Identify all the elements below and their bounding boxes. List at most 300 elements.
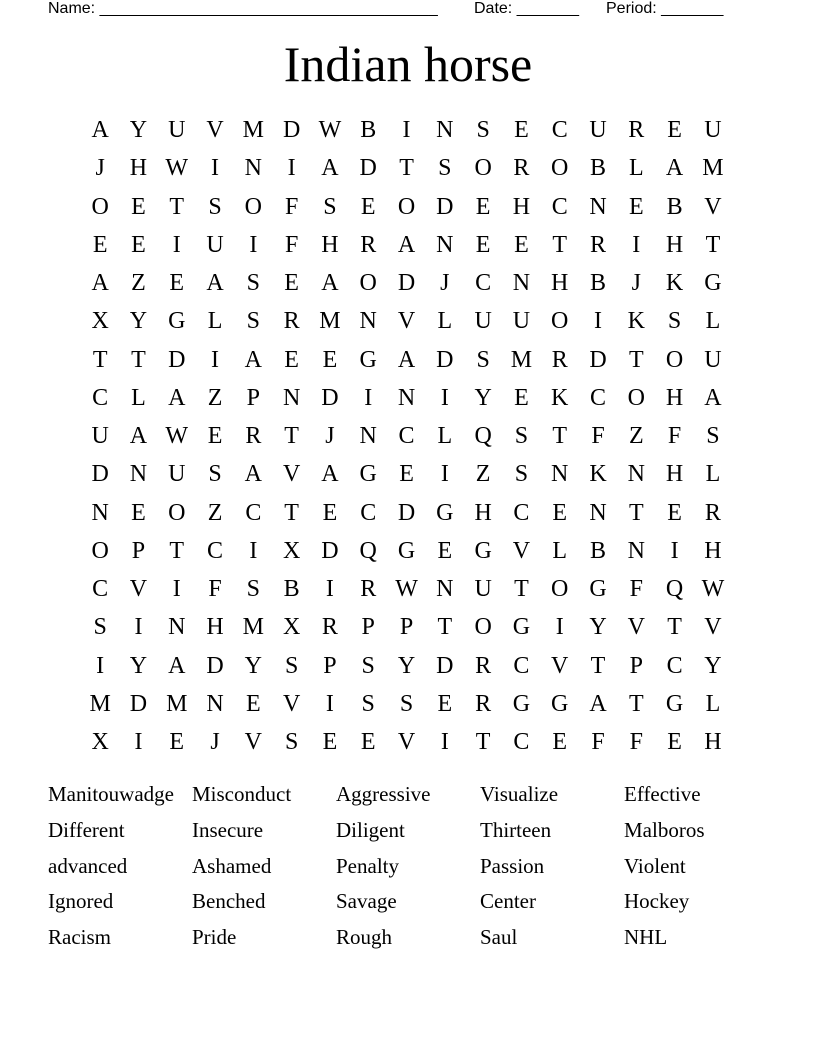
grid-letter[interactable]: R [551, 346, 568, 373]
grid-letter[interactable]: G [168, 308, 186, 335]
grid-letter[interactable]: L [437, 308, 453, 335]
grid-letter[interactable]: I [440, 384, 449, 411]
grid-letter[interactable]: S [246, 270, 261, 297]
grid-letter[interactable]: L [437, 423, 453, 450]
grid-letter[interactable]: O [359, 270, 377, 297]
grid-letter[interactable]: J [210, 729, 220, 756]
grid-letter[interactable]: E [552, 729, 568, 756]
word-bank-item: Insecure [192, 817, 264, 842]
word-bank-item: Manitouwadge [48, 782, 174, 806]
grid-letter[interactable]: S [514, 423, 529, 450]
grid-letter[interactable]: E [207, 423, 223, 450]
grid-letter[interactable]: R [513, 155, 530, 182]
grid-letter[interactable]: C [551, 193, 568, 220]
grid-letter[interactable]: N [244, 155, 262, 182]
grid-letter[interactable]: D [168, 346, 186, 373]
grid-letter[interactable]: C [475, 270, 492, 297]
grid-letter[interactable]: U [474, 576, 492, 603]
grid-letter[interactable]: Z [475, 461, 491, 488]
grid-letter[interactable]: N [129, 461, 148, 488]
grid-letter[interactable]: I [555, 614, 564, 641]
grid-letter[interactable]: S [706, 423, 720, 450]
grid-letter[interactable]: O [551, 155, 569, 182]
grid-letter[interactable]: O [551, 576, 569, 603]
grid-letter[interactable]: R [475, 690, 492, 717]
grid-letter[interactable]: E [169, 729, 185, 756]
grid-letter[interactable]: V [129, 576, 148, 603]
grid-letter[interactable]: X [282, 614, 301, 641]
grid-letter[interactable]: V [551, 652, 569, 679]
grid-letter[interactable]: H [321, 231, 339, 258]
grid-letter[interactable]: H [474, 499, 492, 526]
grid-letter[interactable]: S [438, 155, 452, 182]
grid-letter[interactable]: E [322, 729, 338, 756]
grid-letter[interactable]: O [397, 193, 416, 220]
grid-letter[interactable]: R [590, 231, 607, 258]
grid-letter[interactable]: E [360, 193, 376, 220]
grid-letter[interactable]: D [282, 117, 301, 144]
grid-letter[interactable]: C [360, 499, 377, 526]
grid-letter[interactable]: T [131, 346, 146, 373]
grid-letter[interactable]: N [436, 117, 454, 144]
grid-letter[interactable]: O [474, 614, 492, 641]
grid-letter[interactable]: V [397, 308, 416, 335]
grid-letter[interactable]: A [704, 384, 722, 411]
grid-letter[interactable]: N [589, 193, 607, 220]
grid-letter[interactable]: U [206, 231, 224, 258]
grid-letter[interactable]: T [475, 729, 491, 756]
grid-letter[interactable]: G [512, 614, 531, 641]
grid-letter[interactable]: I [287, 155, 296, 182]
grid-letter[interactable]: P [131, 537, 146, 564]
grid-letter[interactable]: A [589, 690, 607, 717]
grid-letter[interactable]: E [284, 346, 299, 373]
grid-letter[interactable]: Y [704, 652, 722, 679]
grid-letter[interactable]: Y [397, 652, 416, 679]
grid-letter[interactable]: W [165, 423, 189, 450]
grid-letter[interactable]: E [475, 193, 491, 220]
grid-letter[interactable]: D [321, 384, 339, 411]
grid-letter[interactable]: I [249, 537, 258, 564]
grid-letter[interactable]: V [282, 690, 301, 717]
grid-letter[interactable]: Y [129, 652, 148, 679]
grid-letter[interactable]: O [91, 537, 109, 564]
grid-letter[interactable]: X [282, 537, 301, 564]
grid-letter[interactable]: I [402, 117, 411, 144]
grid-letter[interactable]: I [440, 729, 449, 756]
grid-letter[interactable]: Y [244, 652, 262, 679]
word-bank-item: Benched [192, 889, 266, 914]
grid-letter[interactable]: H [129, 155, 148, 182]
grid-letter[interactable]: I [632, 231, 641, 258]
grid-letter[interactable]: F [284, 193, 299, 220]
grid-letter[interactable]: I [172, 576, 181, 603]
grid-letter[interactable]: C [590, 384, 607, 411]
grid-letter[interactable]: A [321, 270, 339, 297]
grid-letter[interactable]: T [628, 499, 644, 526]
grid-letter[interactable]: S [361, 690, 375, 717]
grid-letter[interactable]: E [667, 499, 682, 526]
grid-letter[interactable]: I [134, 614, 143, 641]
grid-letter[interactable]: L [552, 537, 568, 564]
grid-letter[interactable]: S [323, 193, 337, 220]
grid-letter[interactable]: E [131, 193, 146, 220]
grid-letter[interactable]: N [359, 423, 377, 450]
grid-letter[interactable]: I [440, 461, 449, 488]
grid-letter[interactable]: X [91, 308, 109, 335]
grid-letter[interactable]: O [91, 193, 109, 220]
grid-letter[interactable]: E [360, 729, 376, 756]
grid-letter[interactable]: E [628, 193, 644, 220]
grid-letter[interactable]: I [96, 652, 105, 679]
grid-letter[interactable]: C [513, 729, 530, 756]
grid-letter[interactable]: X [91, 729, 109, 756]
grid-letter[interactable]: R [321, 614, 338, 641]
grid-letter[interactable]: A [321, 155, 339, 182]
grid-letter[interactable]: W [318, 117, 342, 144]
grid-letter[interactable]: D [206, 652, 224, 679]
grid-letter[interactable]: W [395, 576, 418, 603]
grid-letter[interactable]: D [359, 155, 377, 182]
grid-letter[interactable]: M [242, 117, 264, 144]
grid-letter[interactable]: Q [474, 423, 492, 450]
grid-letter[interactable]: T [628, 346, 644, 373]
word-bank-item: Visualize [480, 782, 559, 806]
grid-letter[interactable]: C [551, 117, 568, 144]
grid-letter[interactable]: U [704, 346, 722, 373]
grid-letter[interactable]: E [92, 231, 108, 258]
grid-letter[interactable]: F [591, 729, 605, 756]
grid-letter[interactable]: H [665, 231, 684, 258]
grid-letter[interactable]: M [319, 308, 341, 335]
grid-letter[interactable]: F [591, 423, 605, 450]
grid-letter[interactable]: G [665, 690, 684, 717]
grid-letter[interactable]: S [284, 729, 299, 756]
grid-letter[interactable]: B [590, 155, 607, 182]
word-bank-item: Diligent [336, 817, 405, 842]
grid-letter[interactable]: M [510, 346, 533, 373]
grid-letter[interactable]: J [631, 270, 641, 297]
grid-letter[interactable]: G [436, 499, 454, 526]
grid-letter[interactable]: D [129, 690, 148, 717]
grid-letter[interactable]: V [704, 193, 722, 220]
word-bank-item: Thirteen [480, 817, 552, 842]
grid-letter[interactable]: T [628, 690, 644, 717]
grid-letter[interactable]: H [704, 729, 722, 756]
grid-letter[interactable]: C [92, 384, 109, 411]
grid-letter[interactable]: Z [628, 423, 644, 450]
grid-letter[interactable]: I [325, 576, 334, 603]
grid-letter[interactable]: F [629, 576, 643, 603]
grid-letter[interactable]: W [701, 576, 725, 603]
grid-letter[interactable]: A [321, 461, 339, 488]
grid-letter[interactable]: U [704, 117, 722, 144]
grid-letter[interactable]: A [91, 270, 109, 297]
grid-letter[interactable]: N [512, 270, 531, 297]
grid-letter[interactable]: D [397, 270, 416, 297]
grid-letter[interactable]: G [512, 690, 531, 717]
grid-letter[interactable]: S [246, 576, 261, 603]
grid-letter[interactable]: G [359, 461, 377, 488]
grid-letter[interactable]: K [627, 308, 645, 335]
grid-letter[interactable]: B [590, 270, 607, 297]
grid-letter[interactable]: J [325, 423, 335, 450]
grid-letter[interactable]: R [704, 499, 721, 526]
grid-letter[interactable]: O [627, 384, 645, 411]
grid-letter[interactable]: C [513, 652, 530, 679]
grid-letter[interactable]: C [666, 652, 683, 679]
grid-letter[interactable]: V [512, 537, 531, 564]
grid-letter[interactable]: N [359, 308, 377, 335]
grid-letter[interactable]: P [361, 614, 375, 641]
grid-letter[interactable]: I [172, 231, 181, 258]
grid-letter[interactable]: F [208, 576, 222, 603]
grid-letter[interactable]: I [670, 537, 679, 564]
grid-letter[interactable]: U [91, 423, 109, 450]
grid-letter[interactable]: E [667, 117, 682, 144]
grid-letter[interactable]: M [242, 614, 264, 641]
grid-letter[interactable]: A [168, 384, 186, 411]
grid-letter[interactable]: T [552, 231, 568, 258]
grid-letter[interactable]: Y [474, 384, 492, 411]
grid-letter[interactable]: L [207, 308, 223, 335]
grid-letter[interactable]: T [667, 614, 682, 641]
grid-letter[interactable]: E [437, 690, 453, 717]
grid-letter[interactable]: I [249, 231, 258, 258]
grid-letter[interactable]: L [705, 461, 721, 488]
grid-letter[interactable]: A [91, 117, 109, 144]
grid-letter[interactable]: F [284, 231, 299, 258]
grid-letter[interactable]: C [245, 499, 262, 526]
grid-letter[interactable]: A [397, 346, 416, 373]
grid-letter[interactable]: H [512, 193, 531, 220]
grid-letter[interactable]: S [667, 308, 682, 335]
grid-letter[interactable]: N [551, 461, 569, 488]
grid-letter[interactable]: N [91, 499, 109, 526]
word-bank-item: Aggressive [336, 782, 431, 806]
grid-letter[interactable]: O [244, 193, 262, 220]
grid-letter[interactable]: J [440, 270, 450, 297]
grid-letter[interactable]: Q [359, 537, 377, 564]
grid-letter[interactable]: D [436, 193, 454, 220]
grid-letter[interactable]: V [704, 614, 722, 641]
grid-letter[interactable]: Z [131, 270, 146, 297]
grid-letter[interactable]: F [667, 423, 682, 450]
grid-letter[interactable]: P [246, 384, 261, 411]
word-bank-item: Misconduct [192, 782, 292, 806]
grid-letter[interactable]: R [360, 576, 377, 603]
grid-letter[interactable]: W [165, 155, 189, 182]
grid-letter[interactable]: O [168, 499, 186, 526]
grid-letter[interactable]: S [361, 652, 375, 679]
grid-letter[interactable]: U [168, 117, 186, 144]
grid-letter[interactable]: E [131, 231, 146, 258]
grid-letter[interactable]: L [705, 308, 721, 335]
grid-letter[interactable]: I [594, 308, 602, 335]
grid-letter[interactable]: U [589, 117, 607, 144]
grid-letter[interactable]: P [323, 652, 337, 679]
grid-letter[interactable]: G [474, 537, 492, 564]
grid-letter[interactable]: V [627, 614, 645, 641]
grid-letter[interactable]: K [589, 461, 607, 488]
grid-letter[interactable]: G [704, 270, 722, 297]
grid-letter[interactable]: C [398, 423, 415, 450]
grid-letter[interactable]: H [704, 537, 722, 564]
grid-letter[interactable]: D [91, 461, 109, 488]
grid-letter[interactable]: T [284, 499, 299, 526]
grid-letter[interactable]: P [629, 652, 643, 679]
grid-letter[interactable]: I [211, 346, 220, 373]
grid-letter[interactable]: O [665, 346, 684, 373]
grid-letter[interactable]: Y [589, 614, 607, 641]
grid-letter[interactable]: H [551, 270, 569, 297]
grid-letter[interactable]: R [360, 231, 377, 258]
grid-letter[interactable]: M [89, 690, 111, 717]
grid-letter[interactable]: R [475, 652, 492, 679]
grid-letter[interactable]: N [627, 461, 645, 488]
grid-letter[interactable]: N [627, 537, 645, 564]
grid-letter[interactable]: Y [129, 308, 148, 335]
grid-letter[interactable]: A [206, 270, 224, 297]
grid-letter[interactable]: T [552, 423, 568, 450]
grid-letter[interactable]: E [514, 384, 529, 411]
grid-letter[interactable]: I [211, 155, 220, 182]
grid-letter[interactable]: G [359, 346, 377, 373]
grid-letter[interactable]: I [134, 729, 143, 756]
grid-letter[interactable]: S [93, 614, 107, 641]
grid-letter[interactable]: J [95, 155, 105, 182]
grid-letter[interactable]: U [512, 308, 531, 335]
grid-letter[interactable]: N [436, 576, 454, 603]
grid-letter[interactable]: Q [665, 576, 684, 603]
grid-letter[interactable]: R [245, 423, 262, 450]
grid-letter[interactable]: H [665, 461, 684, 488]
grid-letter[interactable]: M [702, 155, 724, 182]
grid-letter[interactable]: L [628, 155, 644, 182]
grid-letter[interactable]: K [551, 384, 569, 411]
grid-letter[interactable]: S [246, 308, 261, 335]
grid-letter[interactable]: Z [207, 499, 223, 526]
grid-letter[interactable]: V [206, 117, 224, 144]
grid-letter[interactable]: Y [129, 117, 148, 144]
grid-letter[interactable]: R [628, 117, 645, 144]
grid-letter[interactable]: E [514, 231, 529, 258]
grid-letter[interactable]: Z [207, 384, 223, 411]
grid-letter[interactable]: M [166, 690, 188, 717]
grid-letter[interactable]: S [476, 346, 490, 373]
word-bank-item: Malboros [624, 817, 705, 842]
grid-letter[interactable]: E [322, 499, 338, 526]
grid-letter[interactable]: T [590, 652, 606, 679]
grid-letter[interactable]: G [551, 690, 569, 717]
grid-letter[interactable]: D [436, 346, 454, 373]
grid-letter[interactable]: V [282, 461, 301, 488]
grid-letter[interactable]: C [207, 537, 224, 564]
grid-letter[interactable]: F [629, 729, 643, 756]
grid-letter[interactable]: S [476, 117, 490, 144]
grid-letter[interactable]: O [474, 155, 492, 182]
word-bank-item: Passion [480, 853, 545, 878]
grid-letter[interactable]: B [360, 117, 377, 144]
grid-letter[interactable]: E [131, 499, 146, 526]
grid-letter[interactable]: A [129, 423, 148, 450]
grid-letter[interactable]: I [325, 690, 334, 717]
grid-letter[interactable]: E [475, 231, 491, 258]
grid-letter[interactable]: N [206, 690, 224, 717]
grid-letter[interactable]: T [705, 231, 721, 258]
grid-letter[interactable]: T [437, 614, 453, 641]
grid-letter[interactable]: G [397, 537, 416, 564]
grid-letter[interactable]: S [208, 461, 222, 488]
grid-letter[interactable]: T [399, 155, 414, 182]
grid-letter[interactable]: B [283, 576, 300, 603]
grid-letter[interactable]: N [397, 384, 416, 411]
grid-letter[interactable]: U [168, 461, 186, 488]
grid-letter[interactable]: G [589, 576, 607, 603]
grid-letter[interactable]: S [399, 690, 414, 717]
grid-letter[interactable]: A [244, 346, 262, 373]
grid-letter[interactable]: E [322, 346, 338, 373]
grid-letter[interactable]: H [206, 614, 224, 641]
grid-letter[interactable]: B [590, 537, 607, 564]
grid-letter[interactable]: T [514, 576, 529, 603]
grid-letter[interactable]: E [667, 729, 682, 756]
grid-letter[interactable]: A [665, 155, 684, 182]
grid-letter[interactable]: K [665, 270, 684, 297]
grid-letter[interactable]: U [474, 308, 492, 335]
grid-letter[interactable]: C [513, 499, 530, 526]
grid-letter[interactable]: L [131, 384, 146, 411]
grid-letter[interactable]: T [284, 423, 299, 450]
grid-letter[interactable]: V [397, 729, 416, 756]
grid-letter[interactable]: O [551, 308, 569, 335]
grid-letter[interactable]: N [589, 499, 607, 526]
grid-letter[interactable]: V [244, 729, 262, 756]
grid-letter[interactable]: T [169, 193, 185, 220]
grid-letter[interactable]: S [208, 193, 222, 220]
grid-letter[interactable]: A [397, 231, 416, 258]
grid-letter[interactable]: T [92, 346, 108, 373]
grid-letter[interactable]: E [514, 117, 529, 144]
grid-letter[interactable]: D [321, 537, 339, 564]
grid-letter[interactable]: E [399, 461, 414, 488]
grid-letter[interactable]: E [437, 537, 453, 564]
grid-letter[interactable]: B [666, 193, 683, 220]
word-bank-item: advanced [48, 853, 128, 878]
grid-letter[interactable]: P [399, 614, 414, 641]
grid-letter[interactable]: A [168, 652, 186, 679]
grid-letter[interactable]: S [284, 652, 299, 679]
grid-letter[interactable]: L [705, 690, 721, 717]
grid-letter[interactable]: N [168, 614, 186, 641]
grid-letter[interactable]: R [283, 308, 300, 335]
grid-letter[interactable]: D [589, 346, 607, 373]
grid-letter[interactable]: E [246, 690, 261, 717]
grid-letter[interactable]: N [282, 384, 301, 411]
grid-letter[interactable]: I [364, 384, 373, 411]
grid-letter[interactable]: H [665, 384, 684, 411]
grid-letter[interactable]: E [552, 499, 568, 526]
grid-letter[interactable]: A [244, 461, 262, 488]
grid-letter[interactable]: T [169, 537, 185, 564]
grid-letter[interactable]: D [436, 652, 454, 679]
grid-letter[interactable]: N [436, 231, 454, 258]
grid-letter[interactable]: S [514, 461, 529, 488]
grid-letter[interactable]: D [397, 499, 416, 526]
grid-letter[interactable]: C [92, 576, 109, 603]
grid-letter[interactable]: E [169, 270, 185, 297]
grid-letter[interactable]: E [284, 270, 299, 297]
